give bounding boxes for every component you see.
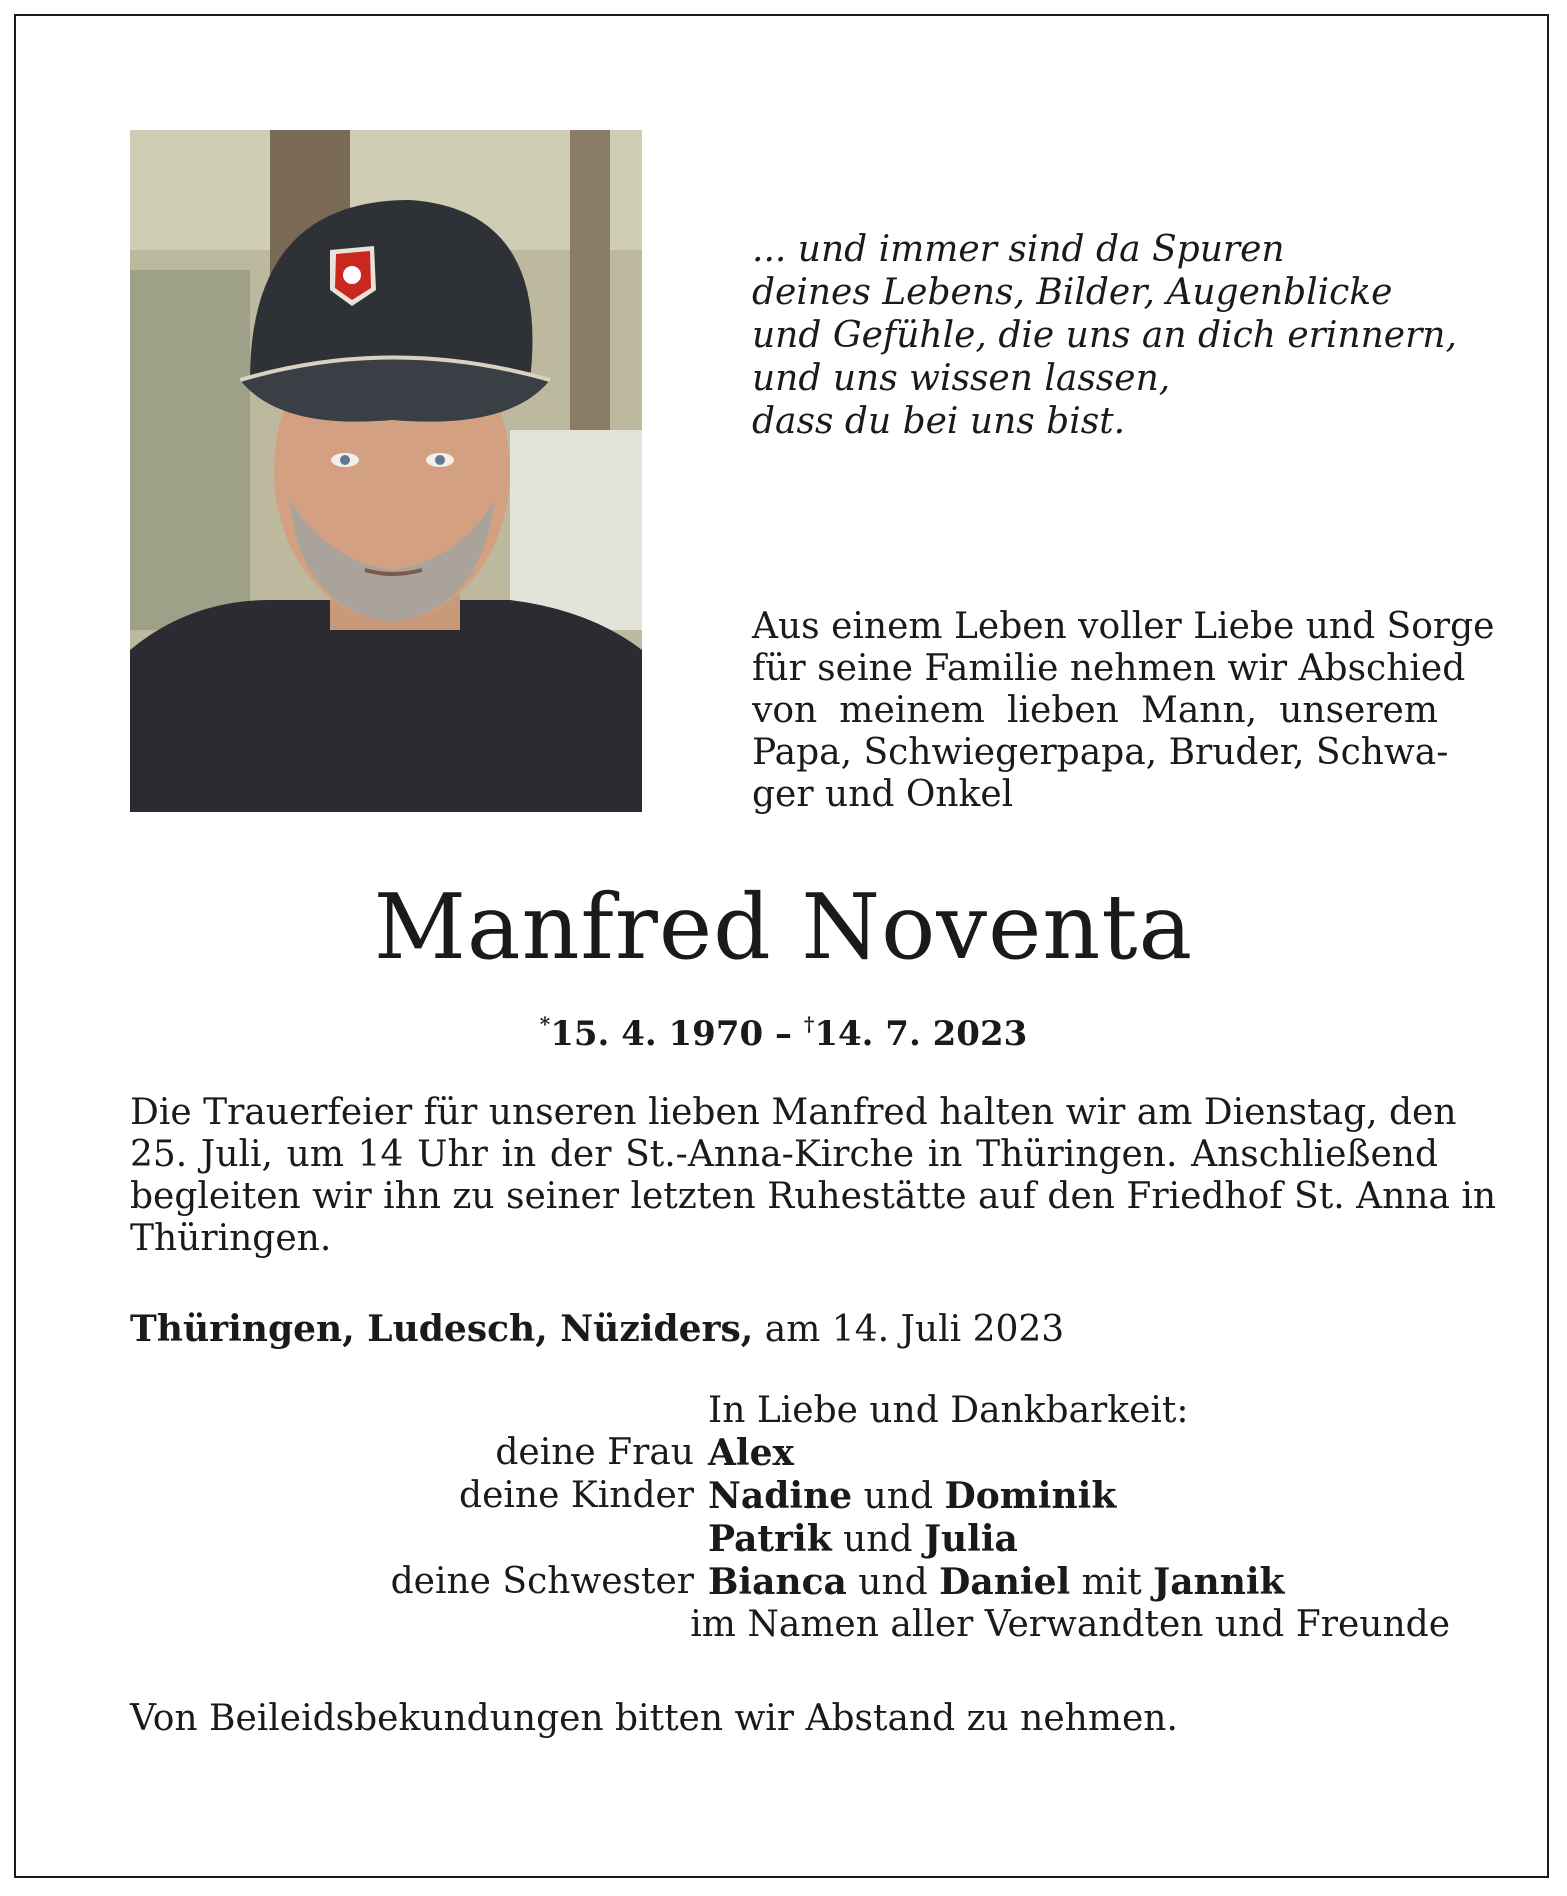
mourner-name: Daniel bbox=[939, 1561, 1071, 1603]
birth-symbol: * bbox=[539, 1012, 551, 1036]
place-towns: Thüringen, Ludesch, Nüziders, bbox=[130, 1308, 754, 1350]
quote-line: und uns wissen lassen, bbox=[752, 358, 1171, 399]
mourners-heading: In Liebe und Dankbarkeit: bbox=[708, 1390, 1189, 1431]
death-date: 14. 7. 2023 bbox=[814, 1014, 1028, 1054]
birth-date: 15. 4. 1970 bbox=[550, 1014, 764, 1054]
memorial-quote bbox=[752, 228, 1457, 443]
condolence-note: Von Beileidsbekundungen bitten wir Abstand zu nehmen. bbox=[130, 1698, 1178, 1739]
place-date: am 14. Juli 2023 bbox=[753, 1309, 1065, 1350]
death-symbol: † bbox=[803, 1012, 815, 1036]
intro-line: von meinem lieben Mann, unserem bbox=[752, 690, 1438, 731]
mourner-name: Alex bbox=[708, 1432, 794, 1474]
funeral-details bbox=[130, 1092, 1497, 1260]
mourner-name: Patrik bbox=[708, 1518, 832, 1560]
intro-line: für seine Familie nehmen wir Abschied bbox=[752, 648, 1466, 689]
mourner-row-children-2: Patrik und Julia bbox=[708, 1518, 1018, 1560]
mourners-list bbox=[130, 1390, 1450, 1646]
date-separator: – bbox=[763, 1014, 804, 1054]
quote-line: deines Lebens, Bilder, Augenblicke bbox=[752, 272, 1393, 313]
quote-line: ... und immer sind da Spuren bbox=[752, 229, 1285, 270]
mourner-name: Jannik bbox=[1153, 1561, 1285, 1603]
mourner-name: Dominik bbox=[944, 1475, 1117, 1517]
quote-line: dass du bei uns bist. bbox=[752, 401, 1126, 442]
role-children: deine Kinder bbox=[459, 1475, 694, 1516]
farewell-intro bbox=[752, 606, 1495, 816]
place-and-date bbox=[130, 1308, 1064, 1351]
mourner-row-children: deine Kinder Nadine und Dominik bbox=[130, 1475, 1450, 1518]
life-dates bbox=[0, 1002, 1567, 1056]
quote-line: und Gefühle, die uns an dich erinnern, bbox=[752, 315, 1457, 356]
ceremony-line: 25. Juli, um 14 Uhr in der St.-Anna-Kirche in Thüringen. Anschließend bbox=[130, 1134, 1438, 1175]
deceased-name: Manfred Noventa bbox=[373, 875, 1194, 980]
mourner-name: Julia bbox=[923, 1518, 1018, 1560]
mourners-closing: im Namen aller Verwandten und Freunde bbox=[690, 1604, 1450, 1645]
mourner-name: Nadine bbox=[708, 1475, 853, 1517]
ceremony-line: Die Trauerfeier für unseren lieben Manfred halten wir am Dienstag, den bbox=[130, 1092, 1457, 1133]
mourners-closing-row bbox=[130, 1604, 1450, 1646]
portrait-photo bbox=[130, 130, 642, 812]
mourner-row-sister: deine Schwester Bianca und Daniel mit Jannik bbox=[130, 1561, 1450, 1604]
role-sister: deine Schwester bbox=[390, 1561, 694, 1602]
ceremony-line: Thüringen. bbox=[130, 1218, 332, 1259]
ceremony-line: begleiten wir ihn zu seiner letzten Ruhestätte auf den Friedhof St. Anna in bbox=[130, 1176, 1497, 1217]
role-wife: deine Frau bbox=[495, 1432, 694, 1473]
mourner-row-wife bbox=[130, 1432, 1450, 1475]
intro-line: Papa, Schwiegerpapa, Bruder, Schwa- bbox=[752, 732, 1449, 773]
mourners-heading-row bbox=[130, 1390, 1450, 1432]
intro-line: ger und Onkel bbox=[752, 774, 1014, 815]
mourner-name: Bianca bbox=[708, 1561, 847, 1603]
intro-line: Aus einem Leben voller Liebe und Sorge bbox=[752, 606, 1495, 647]
